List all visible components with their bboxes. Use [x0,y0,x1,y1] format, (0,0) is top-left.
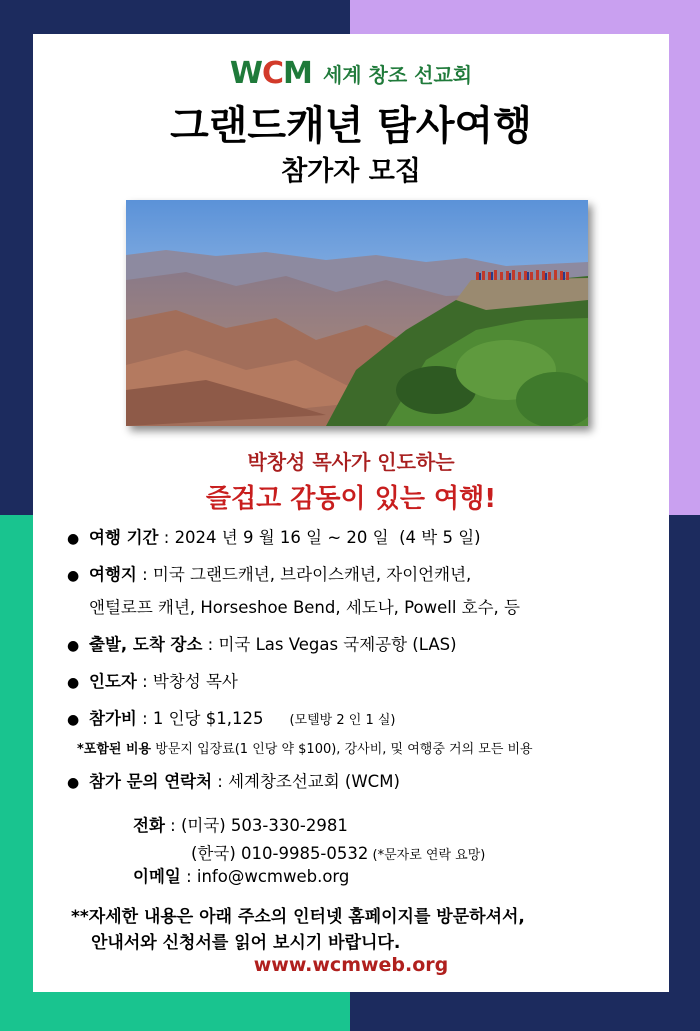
bullet-icon: ● [67,675,80,691]
logo [33,56,669,91]
footer-note-line2: 안내서와 신청서를 읽어 보시기 바랍니다. [91,933,401,953]
bullet-icon: ● [67,531,80,547]
contact-phone-us: 전화 : (미국) 503-330-2981 [133,816,348,835]
detail-leader: ● 인도자 : 박창성 목사 [67,672,238,691]
grand-canyon-photo-illustration [126,200,588,426]
email-link[interactable]: : info@wcmweb.org [180,867,350,886]
detail-included: *포함된 비용 방문지 입장료(1 인당 약 $100), 강사비, 및 여행중 거의 모든 비용 [77,742,533,757]
page-title: 그랜드캐년 탐사여행 [170,103,532,149]
tagline-headline: 즐겁고 감동이 있는 여행! [205,484,497,514]
detail-period: ● 여행 기간 : 2024 년 9 월 16 일 ~ 20 일 (4 박 5 일) [67,528,481,547]
tagline-leader: 박창성 목사가 인도하는 [247,450,455,474]
bullet-icon: ● [67,568,80,584]
contact-email: 이메일 : info@wcmweb.org [133,867,350,886]
detail-contact: ● 참가 문의 연락처 : 세계창조선교회 (WCM) [67,772,400,791]
website-link[interactable]: www.wcmweb.org [253,954,449,976]
flyer-panel [33,34,669,992]
detail-airport: ● 출발, 도착 장소 : 미국 Las Vegas 국제공항 (LAS) [67,635,457,654]
bullet-icon: ● [67,712,80,728]
logo-mark: WCM [229,56,312,91]
logo-text: 세계 창조 선교회 [322,63,473,87]
footer-note-line1: **자세한 내용은 아래 주소의 인터넷 홈페이지를 방문하셔서, [71,907,525,927]
bullet-icon: ● [67,638,80,654]
page-subtitle: 참가자 모집 [281,156,421,187]
bullet-icon: ● [67,775,80,791]
detail-fee: ● 참가비 : 1 인당 $1,125 (모텔방 2 인 1 실) [67,709,396,728]
detail-places: ● 여행지 : 미국 그랜드캐년, 브라이스캐년, 자이언캐년, [67,565,472,584]
contact-phone-kr: (한국) 010-9985-0532 (*문자로 연락 요망) [191,844,486,863]
detail-places-cont: 앤털로프 캐년, Horseshoe Bend, 세도나, Powell 호수, 등 [89,598,520,617]
grand-canyon-photo [126,200,588,426]
